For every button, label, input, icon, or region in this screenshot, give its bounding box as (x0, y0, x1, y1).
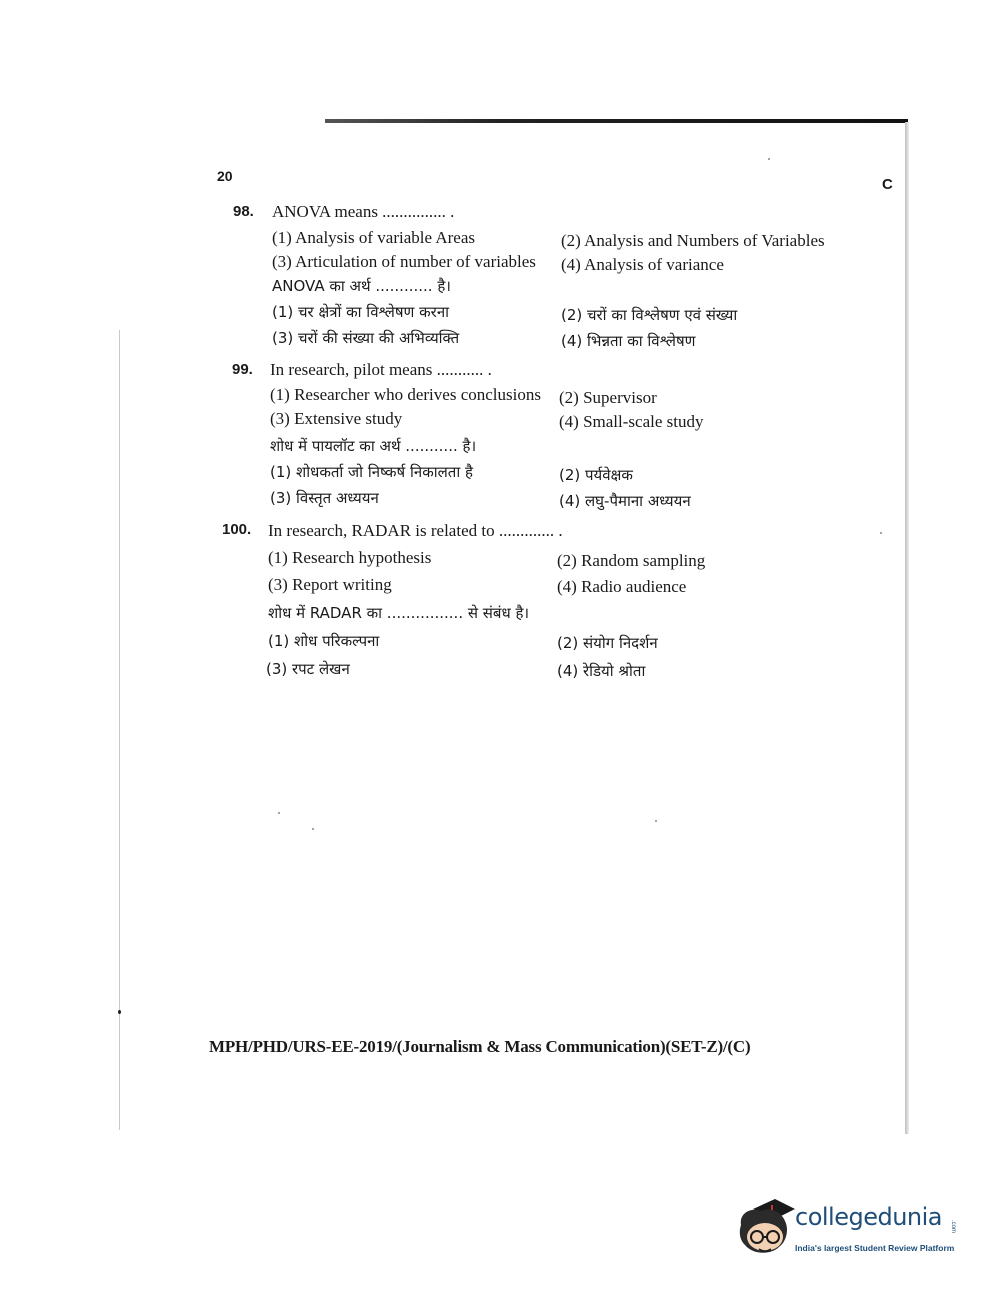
option-hi-3: (3) रपट लेखन (266, 660, 350, 678)
option-hi-2: (2) संयोग निदर्शन (557, 634, 658, 652)
option-hi-1: (1) शोधकर्ता जो निष्कर्ष निकालता है (270, 463, 473, 481)
page-number: 20 (217, 168, 233, 184)
question-text-en: In research, RADAR is related to ............. . (268, 521, 563, 540)
scan-edge-right (905, 122, 909, 1134)
option-hi-2: (2) चरों का विश्लेषण एवं संख्या (561, 306, 738, 324)
option-hi-1: (1) चर क्षेत्रों का विश्लेषण करना (272, 303, 450, 321)
option-hi-2: (2) पर्यवेक्षक (559, 466, 633, 484)
option-hi-1: (1) शोध परिकल्पना (268, 632, 380, 650)
question-text-hi: शोध में RADAR का ................ से संबंध है। (268, 604, 530, 622)
set-code: C (882, 176, 893, 193)
option-hi-3: (3) चरों की संख्या की अभिव्यक्ति (272, 329, 460, 347)
scan-speck (278, 812, 280, 814)
option-en-1: (1) Researcher who derives conclusions (270, 385, 541, 404)
option-hi-4: (4) रेडियो श्रोता (557, 662, 646, 680)
option-en-1: (1) Research hypothesis (268, 548, 432, 567)
question-number: 99. (232, 361, 253, 378)
scan-speck (880, 532, 882, 534)
option-en-3: (3) Extensive study (270, 409, 403, 428)
scan-speck (312, 828, 314, 830)
scan-speck (655, 820, 657, 822)
brand-domain-suffix: .com (950, 1220, 956, 1234)
option-hi-4: (4) लघु-पैमाना अध्ययन (559, 492, 691, 510)
option-en-3: (3) Report writing (268, 575, 392, 594)
question-number: 100. (222, 521, 252, 538)
option-en-4: (4) Analysis of variance (561, 255, 724, 274)
option-en-4: (4) Radio audience (557, 577, 687, 596)
option-en-2: (2) Analysis and Numbers of Variables (561, 231, 825, 250)
header-rule (325, 119, 908, 123)
brand-tagline: India's largest Student Review Platform (795, 1243, 955, 1253)
question-text-en: ANOVA means ............... . (272, 202, 455, 221)
option-en-1: (1) Analysis of variable Areas (272, 228, 475, 247)
option-hi-4: (4) भिन्नता का विश्लेषण (561, 332, 696, 350)
question-text-en: In research, pilot means ........... . (270, 360, 492, 379)
option-en-2: (2) Random sampling (557, 551, 706, 570)
option-en-2: (2) Supervisor (559, 388, 657, 407)
option-en-3: (3) Articulation of number of variables (272, 252, 536, 271)
brand-name: collegedunia (795, 1203, 943, 1231)
option-en-4: (4) Small-scale study (559, 412, 704, 431)
scan-speck (768, 158, 770, 160)
question-number: 98. (233, 203, 254, 220)
scan-speck (118, 1010, 121, 1014)
paper-code-footer: MPH/PHD/URS-EE-2019/(Journalism & Mass Communication)(SET-Z)/(C) (209, 1037, 751, 1056)
question-text-hi: ANOVA का अर्थ ............ है। (272, 277, 451, 295)
option-hi-3: (3) विस्तृत अध्ययन (270, 489, 379, 507)
question-text-hi: शोध में पायलॉट का अर्थ ........... है। (270, 437, 477, 455)
